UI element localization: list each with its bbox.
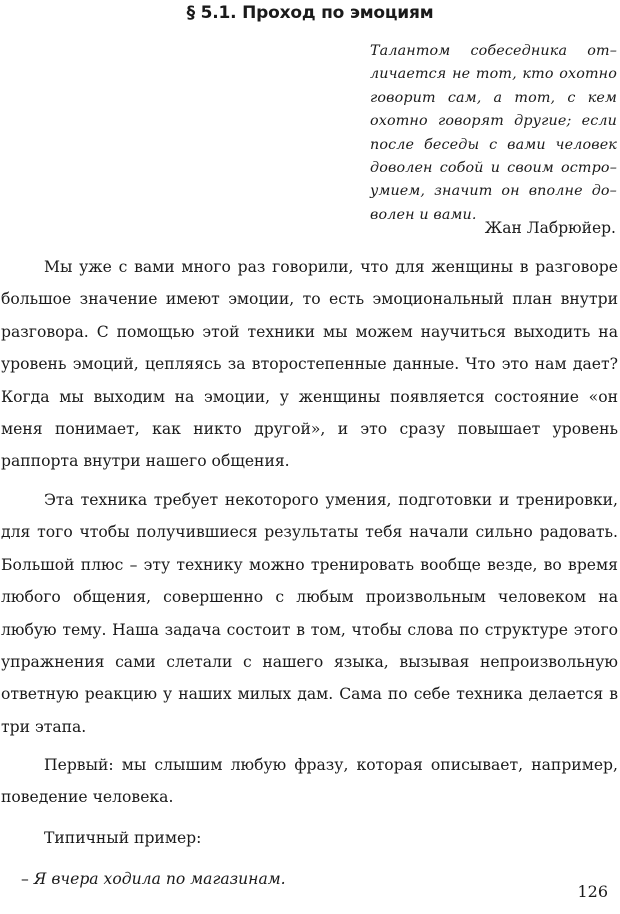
epigraph-line: доволен собой и своим остро– <box>370 159 617 176</box>
epigraph <box>370 40 617 227</box>
example-line <box>21 870 286 888</box>
text-line: Первый: мы слышим любую фразу, которая описывает, например, <box>44 756 618 774</box>
body-paragraph <box>1 822 618 854</box>
text-line: упражнения сами слетали с нашего языка, вызывая непроизвольную <box>1 652 618 671</box>
text-line: для того чтобы получившиеся результаты тебя начали сильно радовать. <box>1 523 618 542</box>
body-paragraph <box>1 484 618 743</box>
text-line: ответную реакцию у наших милых дам. Сама по себе техника делается в <box>1 685 618 704</box>
body-paragraph <box>1 749 618 814</box>
text-line: уровень эмоций, цепляясь за второстепенные данные. Что это нам дает? <box>1 355 618 374</box>
epigraph-line: личается не тот, кто охотно <box>370 66 617 83</box>
epigraph-line: Талантом собеседника от– <box>370 43 617 59</box>
body-paragraph <box>1 251 618 478</box>
epigraph-line: говорит сам, а тот, с кем <box>370 89 617 106</box>
epigraph-line: охотно говорят другие; если <box>370 113 617 130</box>
text-line: Когда мы выходим на эмоции, у женщины появляется состояние «он <box>1 387 618 406</box>
text-line: три этапа. <box>1 717 87 736</box>
page-number: 126 <box>577 882 608 901</box>
text-line: Типичный пример: <box>44 829 202 847</box>
text-line: разговора. С помощью этой техники мы можем научиться выходить на <box>1 322 618 341</box>
text-line: раппорта внутри нашего общения. <box>1 452 290 471</box>
example-text: Я вчера ходила по магазинам. <box>33 870 286 888</box>
section-heading: § 5.1. Проход по эмоциям <box>186 3 434 23</box>
epigraph-author: Жан Лабрюйер. <box>484 219 616 237</box>
epigraph-line: после беседы с вами человек <box>370 136 617 153</box>
text-line: Эта техника требует некоторого умения, подготовки и тренировки, <box>44 491 618 509</box>
text-line: любую тему. Наша задача состоит в том, чтобы слова по структуре этого <box>1 620 618 639</box>
epigraph-line: умием, значит он вполне до– <box>370 183 617 200</box>
text-line: поведение человека. <box>1 788 174 807</box>
text-line: Мы уже с вами много раз говорили, что для женщины в разговоре <box>44 258 618 276</box>
text-line: большое значение имеют эмоции, то есть эмоциональный план внутри <box>1 290 618 309</box>
text-line: любого общения, совершенно с любым произвольным человеком на <box>1 588 618 607</box>
text-line: Большой плюс – эту технику можно тренировать вообще везде, во время <box>1 555 618 574</box>
text-line: меня понимает, как никто другой», и это сразу повышает уровень <box>1 419 618 438</box>
dash-mark: – <box>21 870 29 888</box>
epigraph-line: волен и вами. <box>370 206 477 223</box>
